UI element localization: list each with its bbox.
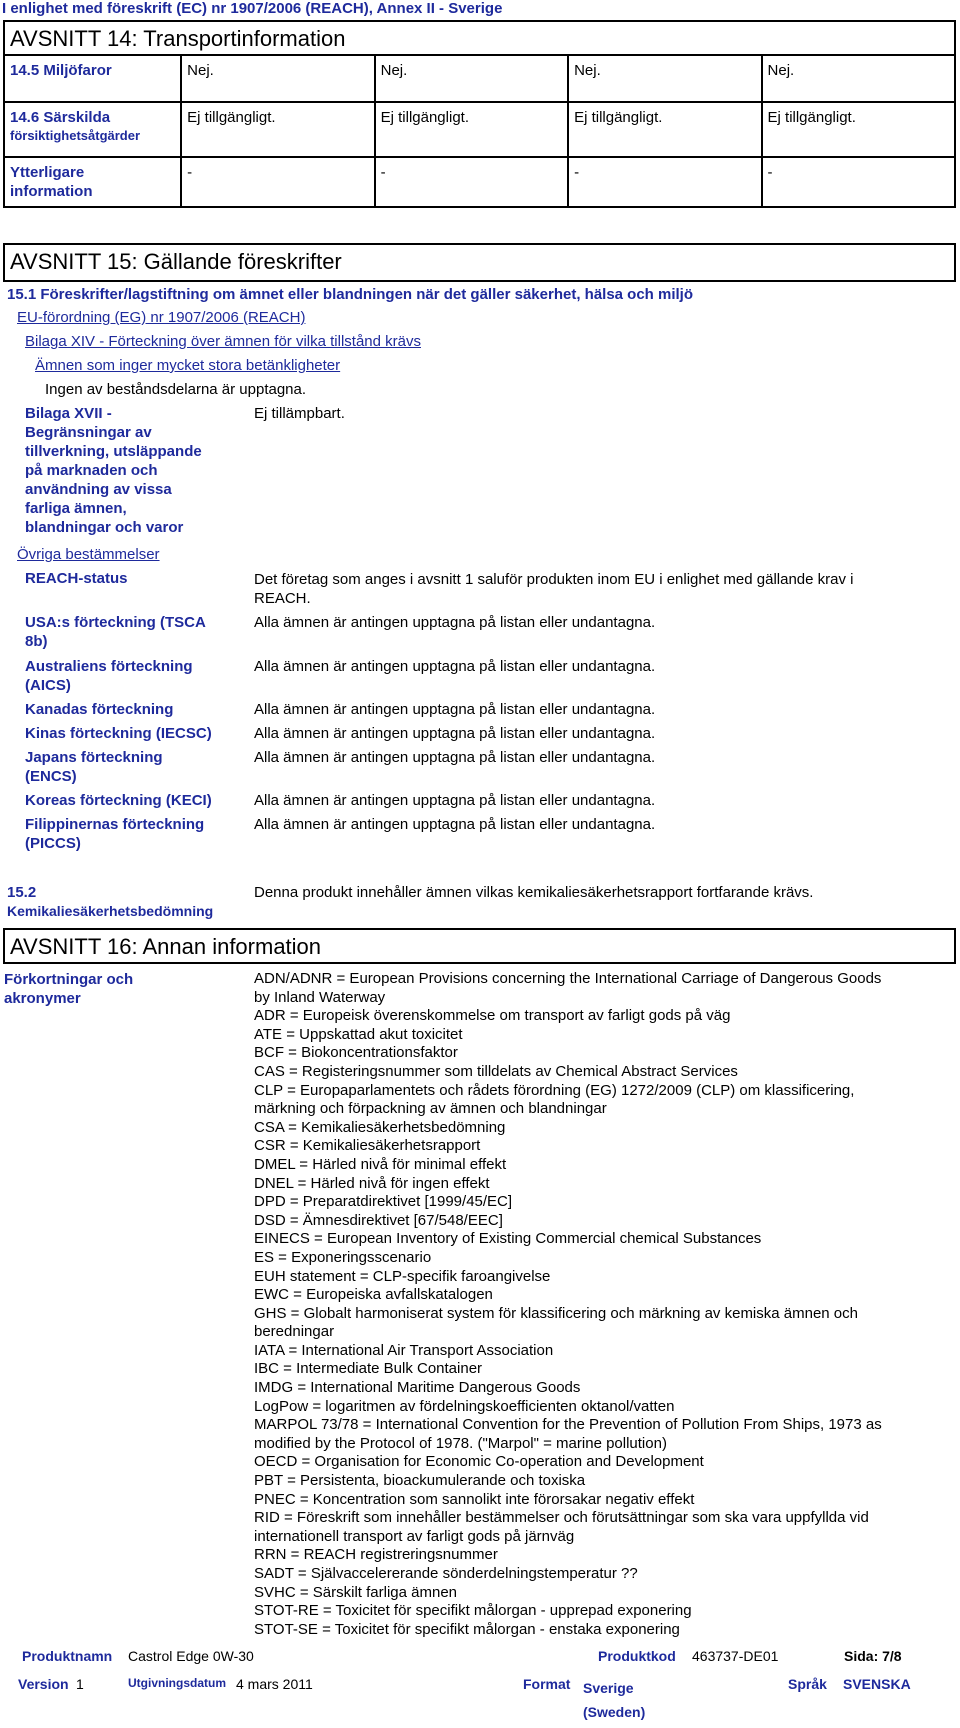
inventory-value-korea: Alla ämnen är antingen upptagna på listan eller undantagna. bbox=[254, 792, 656, 809]
csa-value: Denna produkt innehåller ämnen vilkas kemikaliesäkerhetsrapport fortfarande krävs. bbox=[254, 884, 814, 901]
abbreviation-line: ATE = Uppskattad akut toxicitet bbox=[254, 1025, 463, 1043]
abbreviation-line: DSD = Ämnesdirektivet [67/548/EEC] bbox=[254, 1211, 503, 1229]
inventory-label-china: Kinas förteckning (IECSC) bbox=[25, 725, 212, 742]
abbreviation-line: GHS = Globalt harmoniserat system för klassificering och märkning av kemiska ämnen och bbox=[254, 1304, 858, 1322]
abbreviation-line: IMDG = International Maritime Dangerous Goods bbox=[254, 1379, 581, 1397]
annex-xvii-value: Ej tillämpbart. bbox=[254, 405, 345, 422]
section15-header bbox=[3, 243, 956, 282]
table-cell: - bbox=[762, 157, 955, 207]
abbreviation-line: RID = Föreskrift som innehåller bestämmelser och förutsättningar som ska vara uppfyllda vid bbox=[254, 1509, 869, 1527]
table-row bbox=[4, 102, 955, 157]
annex-xvii-label: Bilaga XVII - Begränsningar av tillverkning, utsläppande på marknaden och användning av vissa farliga ämnen, blandningar och varor bbox=[25, 405, 202, 536]
footer-language: SVENSKA bbox=[843, 1676, 911, 1692]
abbreviation-line: LogPow = logaritmen av fördelningskoefficienten oktanol/vatten bbox=[254, 1397, 675, 1415]
footer-issue-date-label: Utgivningsdatum bbox=[128, 1676, 226, 1690]
abbreviation-line: EINECS = European Inventory of Existing Commercial chemical Substances bbox=[254, 1230, 762, 1248]
abbreviation-line: PBT = Persistenta, bioackumulerande och toxiska bbox=[254, 1472, 586, 1490]
abbreviation-line: PNEC = Koncentration som sannolikt inte förorsakar negativ effekt bbox=[254, 1490, 695, 1508]
footer-version-label: Version bbox=[18, 1676, 69, 1692]
abbreviation-line: STOT-RE = Toxicitet för specifikt målorgan - upprepad exponering bbox=[254, 1602, 692, 1620]
table-cell: Ej tillgängligt. bbox=[568, 102, 761, 157]
footer-product-name: Castrol Edge 0W-30 bbox=[128, 1648, 254, 1664]
inventory-value-japan: Alla ämnen är antingen upptagna på listan eller undantagna. bbox=[254, 749, 656, 766]
abbreviation-line: CSR = Kemikaliesäkerhetsrapport bbox=[254, 1137, 481, 1155]
table-row bbox=[4, 157, 955, 207]
abbreviation-line: IATA = International Air Transport Association bbox=[254, 1341, 554, 1359]
abbreviation-line: CAS = Registeringsnummer som tilldelats av Chemical Abstract Services bbox=[254, 1062, 738, 1080]
footer-product-code: 463737-DE01 bbox=[692, 1648, 779, 1664]
inventory-value-australia: Alla ämnen är antingen upptagna på listan eller undantagna. bbox=[254, 658, 656, 675]
abbreviation-line: EUH statement = CLP-specifik faroangivelse bbox=[254, 1267, 551, 1285]
inventory-label-usa: USA:s förteckning (TSCA 8b) bbox=[25, 614, 206, 650]
abbreviation-line: märkning och förpackning av ämnen och blandningar bbox=[254, 1100, 607, 1118]
footer-language-label: Språk bbox=[788, 1676, 827, 1692]
row-label: 14.5 Miljöfaror bbox=[4, 55, 181, 102]
inventory-label-australia: Australiens förteckning (AICS) bbox=[25, 658, 193, 694]
abbreviation-line: RRN = REACH registreringsnummer bbox=[254, 1546, 498, 1564]
csa-label: 15.2 Kemikaliesäkerhetsbedömning bbox=[7, 884, 214, 919]
section14-title: AVSNITT 14: Transportinformation bbox=[10, 26, 346, 51]
abbreviation-line: MARPOL 73/78 = International Convention for the Prevention of Pollution From Ships, 1973 as bbox=[254, 1416, 882, 1434]
abbreviation-line: STOT-SE = Toxicitet för specifikt målorgan - enstaka exponering bbox=[254, 1620, 680, 1638]
table-cell: Nej. bbox=[375, 55, 568, 102]
row-label: 14.6 Särskilda försiktighetsåtgärder bbox=[4, 102, 181, 157]
section15-title: AVSNITT 15: Gällande föreskrifter bbox=[10, 249, 342, 274]
abbreviation-line: BCF = Biokoncentrationsfaktor bbox=[254, 1044, 458, 1062]
table-cell: - bbox=[375, 157, 568, 207]
abbreviation-line: SADT = Självaccelererande sönderdelningstemperatur ?? bbox=[254, 1565, 638, 1582]
subsection-15-1-title: 15.1 Föreskrifter/lagstiftning om ämnet eller blandningen när det gäller säkerhet, hälsa och miljö bbox=[7, 286, 694, 303]
inventory-label-korea: Koreas förteckning (KECI) bbox=[25, 792, 212, 809]
table-cell: - bbox=[568, 157, 761, 207]
abbreviation-line: ES = Exponeringsscenario bbox=[254, 1248, 432, 1266]
abbreviation-line: by Inland Waterway bbox=[254, 988, 386, 1006]
table-cell: Ej tillgängligt. bbox=[762, 102, 955, 157]
inventory-value-philippines: Alla ämnen är antingen upptagna på listan eller undantagna. bbox=[254, 816, 656, 833]
footer-format-label: Format bbox=[523, 1676, 571, 1692]
eu-regulation-heading: EU-förordning (EG) nr 1907/2006 (REACH) bbox=[17, 309, 306, 326]
table-cell: Nej. bbox=[181, 55, 374, 102]
row-label: Ytterligare information bbox=[4, 157, 181, 207]
footer-issue-date: 4 mars 2011 bbox=[236, 1676, 313, 1692]
table-row bbox=[4, 55, 955, 102]
inventory-value-canada: Alla ämnen är antingen upptagna på listan eller undantagna. bbox=[254, 701, 656, 718]
footer-product-name-label: Produktnamn bbox=[22, 1648, 113, 1664]
abbreviation-line: internationell transport av farligt gods på järnväg bbox=[254, 1527, 575, 1545]
abbreviations-list bbox=[254, 970, 954, 1639]
abbreviation-line: ADR = Europeisk överenskommelse om transport av farligt gods på väg bbox=[254, 1007, 731, 1025]
abbreviation-line: CLP = Europaparlamentets och rådets förordning (EG) 1272/2009 (CLP) om klassificering, bbox=[254, 1081, 855, 1099]
inventory-label-canada: Kanadas förteckning bbox=[25, 701, 174, 718]
reach-status-label: REACH-status bbox=[25, 570, 128, 587]
transport-table bbox=[3, 54, 956, 208]
svhc-text: Ingen av beståndsdelarna är upptagna. bbox=[45, 381, 307, 398]
table-cell: - bbox=[181, 157, 374, 207]
abbreviation-line: DMEL = Härled nivå för minimal effekt bbox=[254, 1155, 507, 1173]
table-cell: Nej. bbox=[568, 55, 761, 102]
table-cell: Ej tillgängligt. bbox=[375, 102, 568, 157]
table-cell: Ej tillgängligt. bbox=[181, 102, 374, 157]
inventory-label-philippines: Filippinernas förteckning (PICCS) bbox=[25, 816, 205, 852]
table-cell: Nej. bbox=[762, 55, 955, 102]
svhc-heading: Ämnen som inger mycket stora betänkligheter bbox=[35, 357, 341, 374]
abbreviations-label: Förkortningar och akronymer bbox=[4, 971, 134, 1007]
footer-page-number: Sida: 7/8 bbox=[844, 1648, 902, 1664]
annex-xiv-heading: Bilaga XIV - Förteckning över ämnen för vilka tillstånd krävs bbox=[25, 333, 421, 350]
footer-product-code-label: Produktkod bbox=[598, 1648, 676, 1664]
section16-header bbox=[3, 928, 956, 964]
regulation-header: I enlighet med föreskrift (EC) nr 1907/2006 (REACH), Annex II - Sverige bbox=[2, 0, 503, 17]
abbreviation-line: SVHC = Särskilt farliga ämnen bbox=[254, 1583, 457, 1601]
inventory-value-china: Alla ämnen är antingen upptagna på listan eller undantagna. bbox=[254, 725, 656, 742]
section14-header bbox=[3, 20, 956, 56]
abbreviation-line: EWC = Europeiska avfallskatalogen bbox=[254, 1286, 493, 1304]
abbreviation-line: DPD = Preparatdirektivet [1999/45/EC] bbox=[254, 1193, 513, 1211]
other-regulations-heading: Övriga bestämmelser bbox=[17, 546, 160, 563]
abbreviation-line: IBC = Intermediate Bulk Container bbox=[254, 1360, 483, 1378]
footer-version: 1 bbox=[76, 1676, 84, 1692]
abbreviation-line: ADN/ADNR = European Provisions concerning the International Carriage of Dangerous Goods bbox=[254, 970, 882, 987]
abbreviation-line: beredningar bbox=[254, 1323, 335, 1341]
abbreviation-line: CSA = Kemikaliesäkerhetsbedömning bbox=[254, 1118, 506, 1136]
inventory-label-japan: Japans förteckning (ENCS) bbox=[25, 749, 163, 785]
reach-status-value: Det företag som anges i avsnitt 1 saluför produkten inom EU i enlighet med gällande krav i REACH. bbox=[254, 571, 854, 607]
abbreviation-line: OECD = Organisation for Economic Co-operation and Development bbox=[254, 1453, 704, 1471]
inventory-value-usa: Alla ämnen är antingen upptagna på listan eller undantagna. bbox=[254, 614, 656, 631]
section16-title: AVSNITT 16: Annan information bbox=[10, 934, 322, 959]
abbreviation-line: DNEL = Härled nivå för ingen effekt bbox=[254, 1174, 490, 1192]
footer-format-value: Sverige (Sweden) bbox=[583, 1680, 646, 1720]
abbreviation-line: modified by the Protocol of 1978. ("Marpol" = marine pollution) bbox=[254, 1434, 667, 1452]
